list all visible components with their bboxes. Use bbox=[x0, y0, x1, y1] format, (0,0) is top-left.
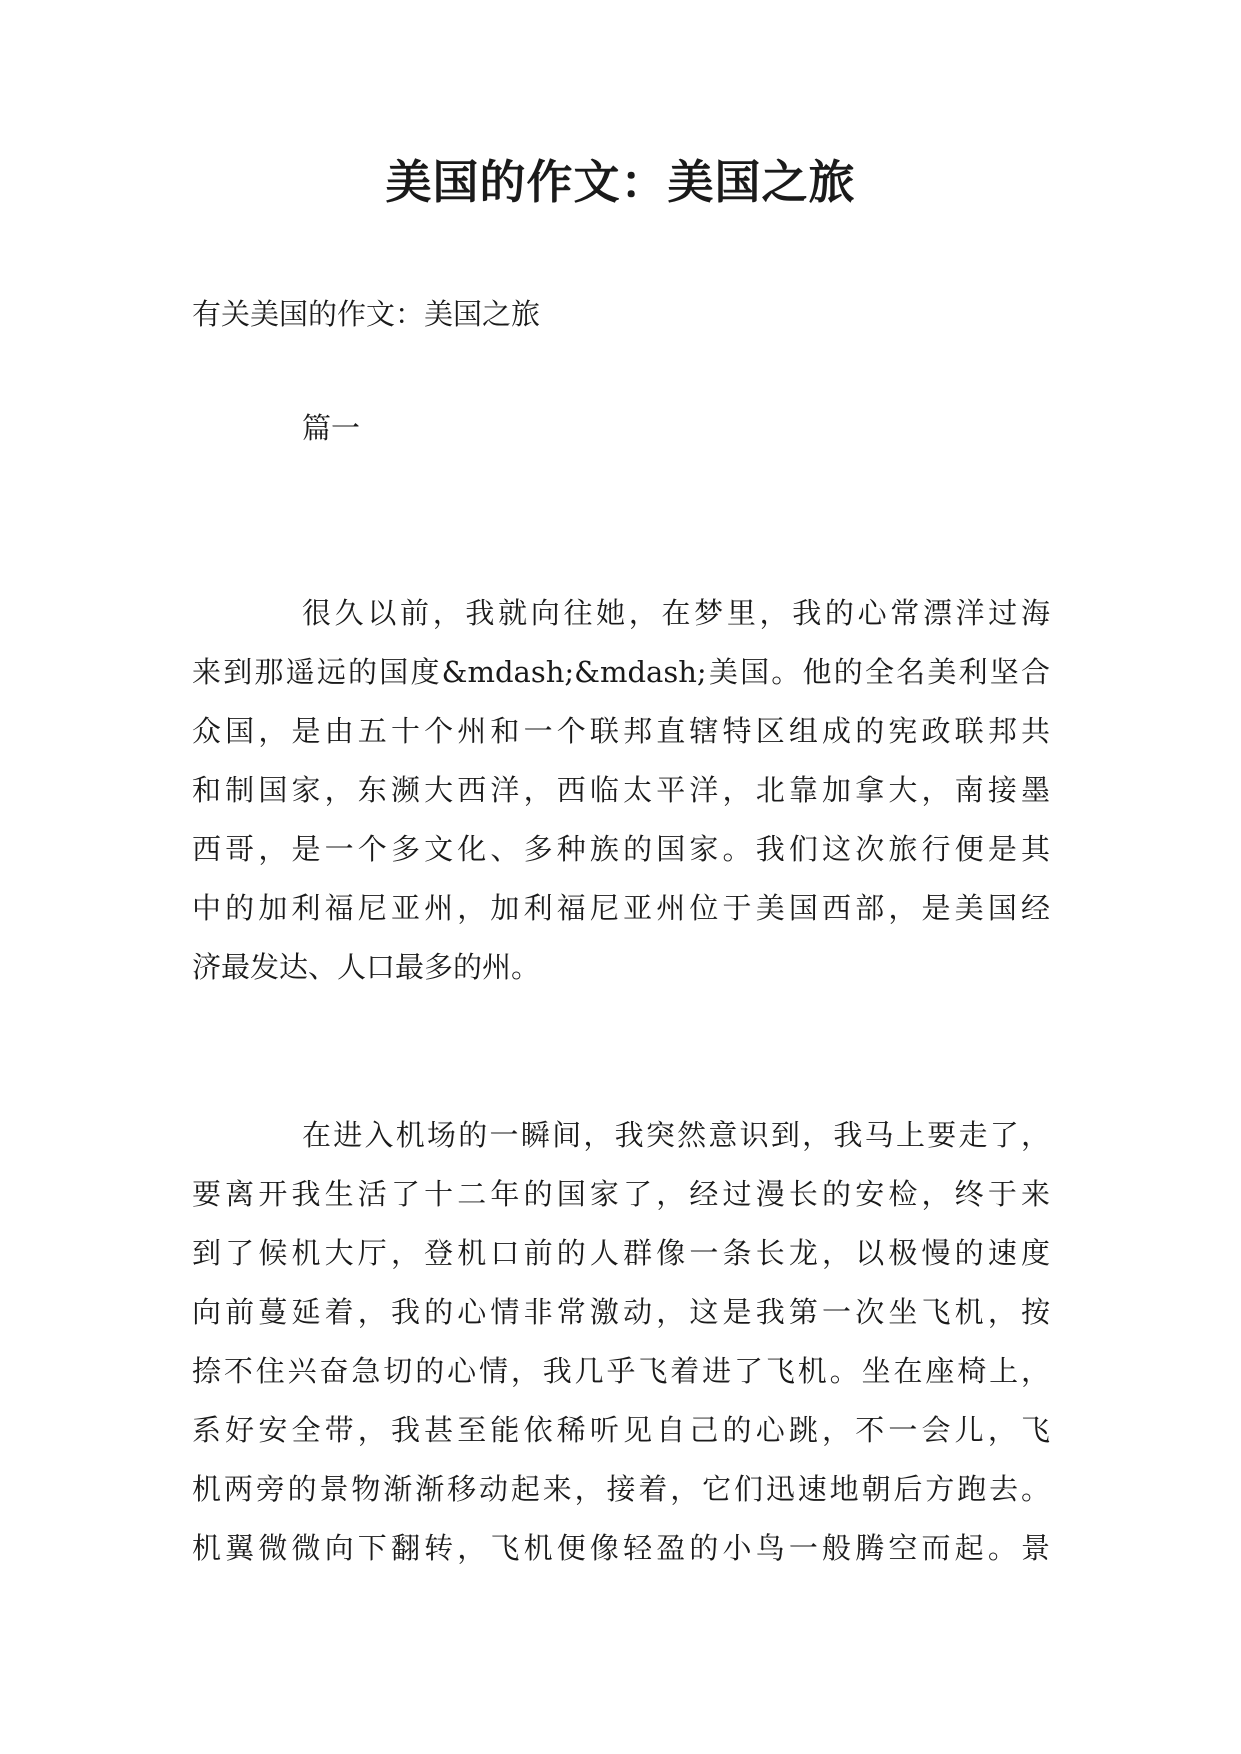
paragraph-line: 向前蔓延着，我的心情非常激动，这是我第一次坐飞机，按 bbox=[192, 1295, 1050, 1329]
paragraph-line: 要离开我生活了十二年的国家了，经过漫长的安检，终于来 bbox=[192, 1177, 1050, 1211]
paragraph-line: 机翼微微向下翻转，飞机便像轻盈的小鸟一般腾空而起。景 bbox=[192, 1531, 1050, 1565]
paragraph-line: 来到那遥远的国度&mdash;&mdash;美国。他的全名美利坚合 bbox=[192, 655, 1050, 689]
paragraph-line: 中的加利福尼亚州，加利福尼亚州位于美国西部，是美国经 bbox=[192, 891, 1050, 925]
paragraph-line: 和制国家，东濒大西洋，西临太平洋，北靠加拿大，南接墨 bbox=[192, 773, 1050, 807]
paragraph-line: 西哥，是一个多文化、多种族的国家。我们这次旅行便是其 bbox=[192, 832, 1050, 866]
paragraph-line: 机两旁的景物渐渐移动起来，接着，它们迅速地朝后方跑去。 bbox=[192, 1472, 1050, 1506]
section-heading: 篇一 bbox=[302, 411, 361, 445]
paragraph-line: 在进入机场的一瞬间，我突然意识到，我马上要走了， bbox=[302, 1118, 1050, 1152]
paragraph-line: 很久以前，我就向往她，在梦里，我的心常漂洋过海 bbox=[302, 596, 1050, 630]
paragraph-line: 系好安全带，我甚至能依稀听见自己的心跳，不一会儿，飞 bbox=[192, 1413, 1050, 1447]
paragraph-line: 众国，是由五十个州和一个联邦直辖特区组成的宪政联邦共 bbox=[192, 714, 1050, 748]
paragraph-line: 济最发达、人口最多的州。 bbox=[192, 950, 541, 984]
paragraph-line: 捺不住兴奋急切的心情，我几乎飞着进了飞机。坐在座椅上， bbox=[192, 1354, 1050, 1388]
document-subtitle: 有关美国的作文：美国之旅 bbox=[192, 297, 541, 331]
paragraph-2 bbox=[192, 1106, 1050, 1578]
document-title: 美国的作文：美国之旅 bbox=[385, 155, 856, 209]
paragraph-1 bbox=[192, 584, 1050, 997]
paragraph-line: 到了候机大厅，登机口前的人群像一条长龙，以极慢的速度 bbox=[192, 1236, 1050, 1270]
